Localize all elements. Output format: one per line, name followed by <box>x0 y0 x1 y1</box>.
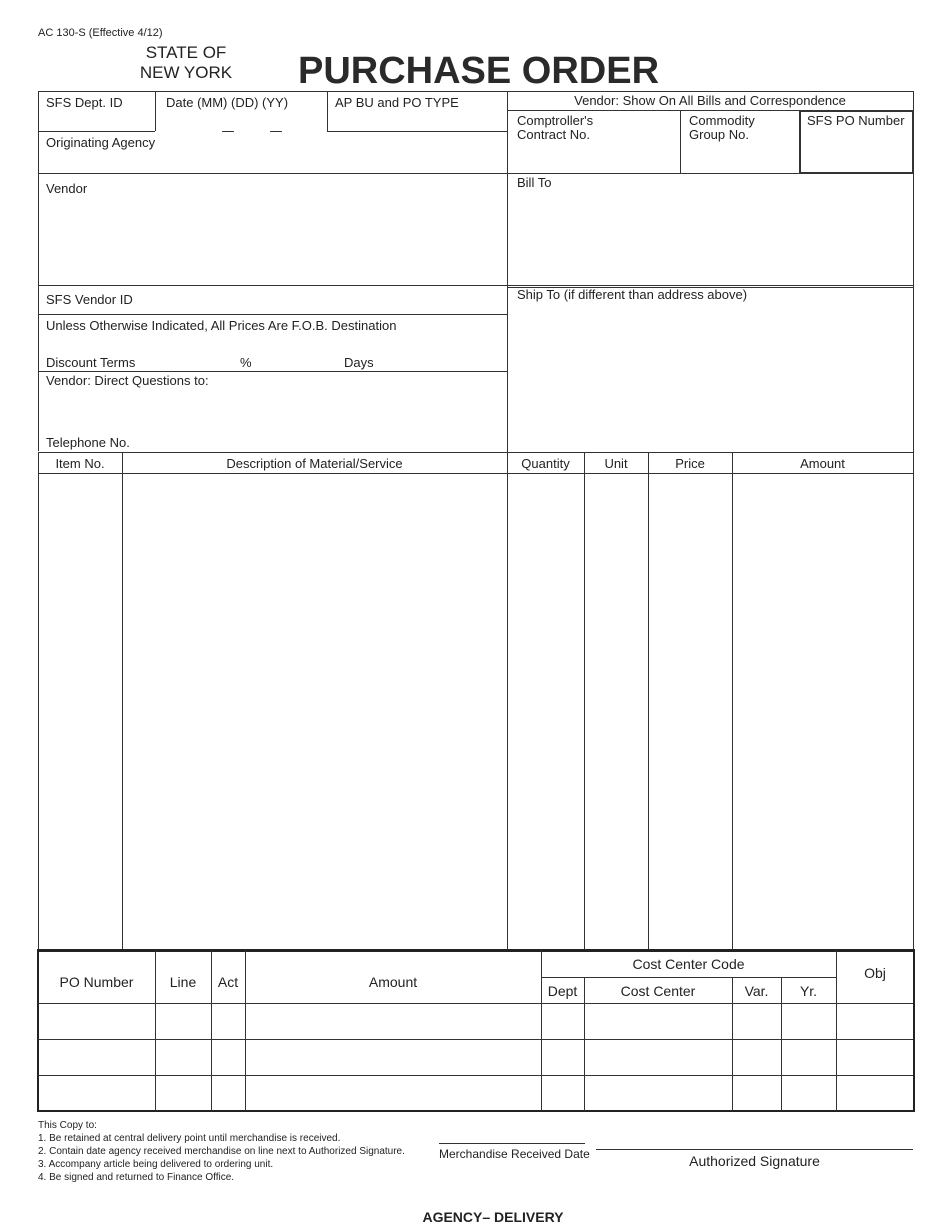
comptroller-label-1: Comptroller's <box>517 113 594 128</box>
merchandise-received-label: Merchandise Received Date <box>439 1147 590 1161</box>
authorized-signature-line <box>596 1149 913 1150</box>
acct-po-number-label: PO Number <box>59 974 134 990</box>
copy-name: AGENCY– DELIVERY <box>422 1209 564 1225</box>
percent-label: % <box>240 355 252 370</box>
state-line-1: STATE OF <box>145 43 227 62</box>
instruction-4: 4. Be signed and returned to Finance Office. <box>38 1172 235 1183</box>
instruction-1: 1. Be retained at central delivery point until merchandise is received. <box>38 1133 341 1144</box>
col-quantity: Quantity <box>521 456 570 471</box>
page-title: PURCHASE ORDER <box>298 50 660 92</box>
telephone-label: Telephone No. <box>46 435 130 450</box>
originating-agency-label: Originating Agency <box>46 135 156 150</box>
merchandise-received-line <box>439 1143 585 1144</box>
direct-questions-label: Vendor: Direct Questions to: <box>46 373 209 388</box>
acct-amount-label: Amount <box>368 974 418 990</box>
cost-center-code-label: Cost Center Code <box>632 956 745 972</box>
comptroller-label-2: Contract No. <box>517 127 590 142</box>
acct-var-label: Var. <box>744 983 769 999</box>
vendor-label: Vendor <box>46 181 88 196</box>
col-item-no: Item No. <box>55 456 105 471</box>
copy-to-label: This Copy to: <box>38 1120 97 1131</box>
acct-yr-label: Yr. <box>799 983 818 999</box>
sfs-dept-id-label: SFS Dept. ID <box>46 95 123 110</box>
date-label: Date (MM) (DD) (YY) <box>166 95 289 110</box>
col-amount: Amount <box>800 456 845 471</box>
col-price: Price <box>675 456 705 471</box>
ap-bu-label: AP BU and PO TYPE <box>335 95 459 110</box>
instruction-2: 2. Contain date agency received merchandise on line next to Authorized Signature. <box>38 1146 405 1157</box>
acct-dept-label: Dept <box>547 983 578 999</box>
sfs-vendor-id-label: SFS Vendor ID <box>46 292 133 307</box>
commodity-label-1: Commodity <box>689 113 755 128</box>
acct-obj-label: Obj <box>864 965 886 981</box>
fob-note: Unless Otherwise Indicated, All Prices Are F.O.B. Destination <box>46 318 397 333</box>
ship-to-label: Ship To (if different than address above) <box>517 287 748 302</box>
col-unit: Unit <box>604 456 628 471</box>
commodity-label-2: Group No. <box>689 127 749 142</box>
state-line-2: NEW YORK <box>139 63 233 82</box>
sfs-po-number-label: SFS PO Number <box>807 113 905 128</box>
acct-cost-center-label: Cost Center <box>620 983 696 999</box>
instruction-3: 3. Accompany article being delivered to ordering unit. <box>38 1159 274 1170</box>
vendor-show-label: Vendor: Show On All Bills and Correspondence <box>574 93 846 108</box>
authorized-signature-label: Authorized Signature <box>689 1153 820 1169</box>
discount-terms-label: Discount Terms <box>46 355 136 370</box>
bill-to-label: Bill To <box>517 175 552 190</box>
acct-line-label: Line <box>169 974 197 990</box>
form-code: AC 130-S (Effective 4/12) <box>38 27 163 39</box>
acct-act-label: Act <box>217 974 239 990</box>
col-description: Description of Material/Service <box>226 456 403 471</box>
days-label: Days <box>344 355 374 370</box>
